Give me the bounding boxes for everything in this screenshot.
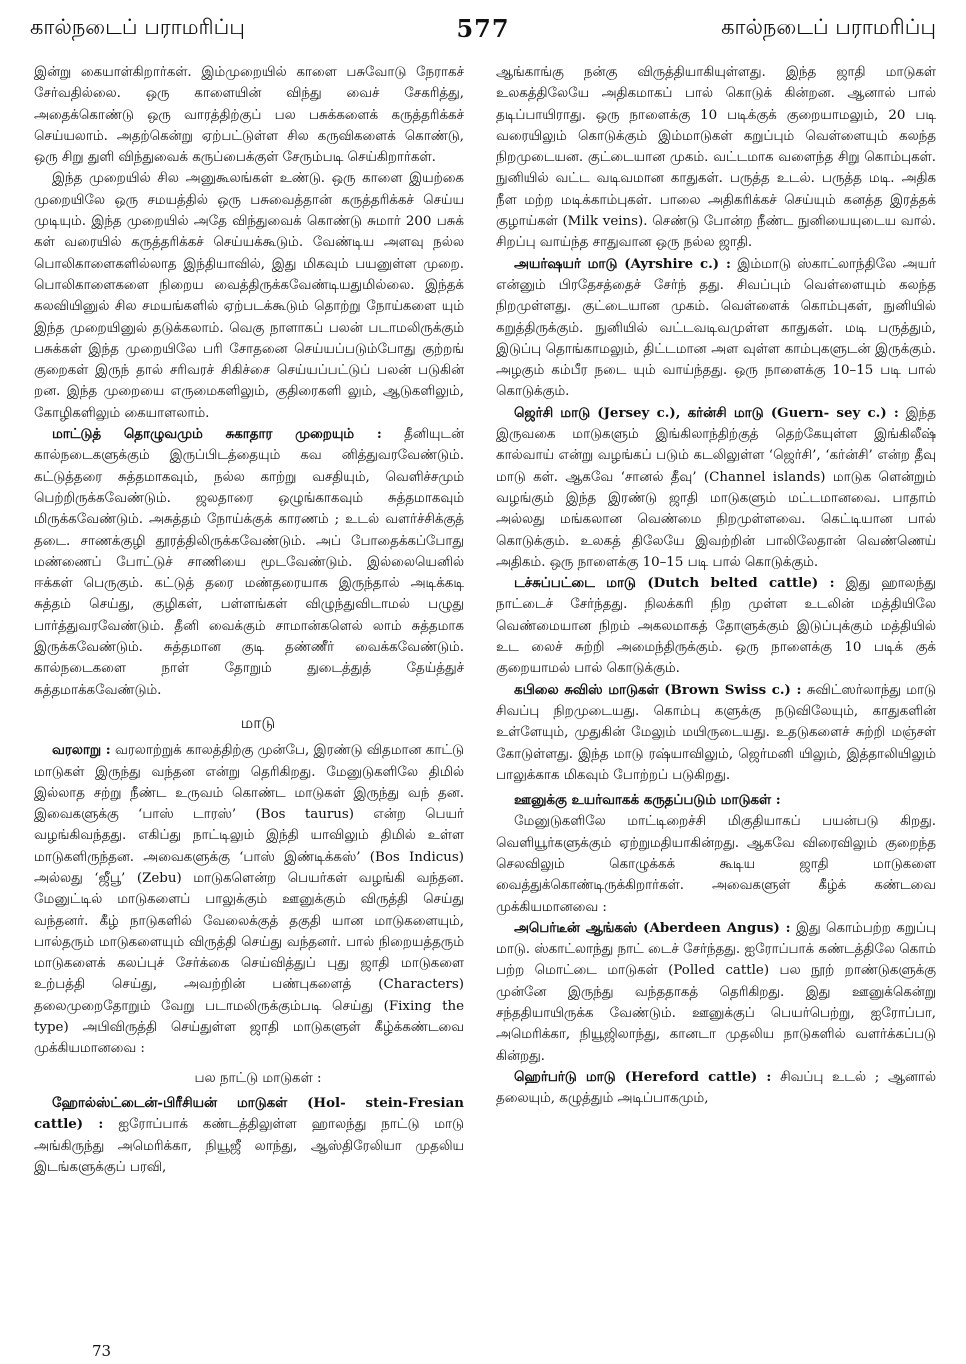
paragraph [34, 740, 464, 1059]
paragraph [496, 918, 936, 1067]
paragraph: மேனுடுகளிலே மாட்டிறைச்சி மிகுதியாகப் பயன்படு கிறது. வெளியூர்களுக்கும் ஏற்றுமதியாகின்றது. ஆகவே விரைவிலும் குறைந்த செலவிலும் கொழுக்கக் கூடிய ஜாதி மாடுகளை வைத்துக்கொண்டிருக்கிறார்கள். அவைகளுள் கீழ்க் கண்டவை முக்கியமானவை : [496, 814, 936, 915]
paragraph-text: வரலாற்றுக் காலத்திற்கு முன்பே, இரண்டு விதமான காட்டு மாடுகள் இருந்து வந்தன என்று தெரிகிறது. மேனுடுகளிலே திமில் இல்லாத சற்று நீண்ட உருவம் கொண்ட மாடுகள் இருந்து வந் தன. இவைகளுக்கு ‘பாஸ் டாரஸ்’ (Bos taurus) என்ற பெயர் வழங்கிவந்தது. எகிப்து நாட்டிலும் இந்தி யாவிலும் திமில் உள்ள மாடுகளிருந்தன. அவைகளுக்கு ‘பாஸ் இண்டிக்கஸ்’ (Bos Indicus) அல்லது ‘ஜீபூ’ (Zebu) மாடுகளென்ற பெயர்கள் வழங்கி வந்தன. மேனுட்டில் மாடுகளைப் பாலுக்கும் ஊனுக்கும் விருத்தி செய்து வந்தனர். கீழ் நாடுகளில் வேலைக்குத் தகுதி யான மாடுகளையும், பால்தரும் மாடுகளையும் விருத்தி செய்து வந்தனர். பால் நிறையத்தரும் மாடுகளைக் கலப்புச் சேர்க்கை செய்வித்துப் புது ஜாதி மாடுகளை உற்பத்தி செய்து, அவற்றின் பண்புகளைத் (Characters) தலைமுறைதோறும் வேறு படாமலிருக்கும்படி செய்து (Fixing the type) அபிவிருத்தி செய்துள்ள ஜாதி மாடுகளுள் கீழ்க்கண்டவை முக்கியமானவை : [34, 743, 464, 1057]
paragraph: ஆங்காங்கு நன்கு விருத்தியாகியுள்ளது. இந்த ஜாதி மாடுகள் உலகத்திலேயே அதிகமாகப் பால் கொடுக் கின்றன. ஆனால் பால் தடிப்பாயிராது. ஒரு நாளைக்கு 10 படிக்குக் குறையாமலும், 20 படி வரையிலும் கொடுக்கும் இம்மாடுகள் கறுப்பும் வெள்ளையும் கலந்த நிறமுடையன. குட்டையான முகம். வட்டமாக வளைந்த சிறு கொம்புகள். நுனியில் வட்ட வடிவமான காதுகள். பருத்த உடல். பருத்த மடி. அதிக நீள மற்ற மடிக்காம்புகள். பாலை அதிகரிக்கச் செய்யும் கனத்த இரத்தக் குழாய்கள் (Milk veins). செண்டு போன்ற நீண்ட நுனியையுடைய வால். சிறப்பு வாய்ந்த சாதுவான ஒரு நல்ல ஜாதி. [496, 65, 936, 251]
paragraph-text: தீனியுடன் கால்நடைகளுக்கும் இருப்பிடத்தையும் கவ னித்துவரவேண்டும். கட்டுத்தரை சுத்தமாகவும், நல்ல காற்று வசதியும், வெளிச்சமும் பெற்றிருக்கவேண்டும். ஜலதாரை ஒழுங்காகவும் சுத்தமாகவும் மிருக்கவேண்டும். அசுத்தம் நோய்க்குக் காரணம் ; உடல் வளர்ச்சிக்குத் தடை. சாணக்குழி தூரத்திலிருக்கவேண்டும். அப் போதைக்கப்போது மண்ணைப் போட்டுச் சாணியை மூடவேண்டும். இல்லையெனில் ஈக்கள் பெருகும். கட்டுத் தரை மண்தரையாக இருந்தால் அடிக்கடி சுத்தம் செய்து, குழிகள், பள்ளங்கள் விழுந்துவிடாமல் பழுது பார்த்துவரவேண்டும். தீனி வைக்கும் சாமான்களெல் லாம் சுத்தமாக இருக்கவேண்டும். சுத்தமான குடி தண்ணீர் வைக்கவேண்டும். கால்நடைகளை நாள் தோறும் துடைத்துத் தேய்த்துச் சுத்தமாக்கவேண்டும். [34, 427, 464, 698]
subheading: பல நாட்டு மாடுகள் : [194, 1070, 322, 1086]
paragraph-text: இது ஹாலந்து நாட்டைச் சேர்ந்தது. நிலக்கரி நிற முள்ள உடலின் மத்தியிலே வெண்மையான நிறம் அகலமாகத் தோளுக்கும் இடுப்புக்கும் மத்தியில் உட லைச் சுற்றி அமைந்திருக்கும். ஒரு நாளைக்கு 10 படிக் குக் குறையாமல் பால் கொடுக்கும். [496, 576, 936, 677]
run-in-heading: கபிலை சுவிஸ் மாடுகள் (Brown Swiss c.) : [514, 681, 802, 698]
running-title-right: கால்நடைப் பராமரிப்பு [721, 14, 936, 39]
run-in-heading: ஜெர்சி மாடு (Jersey c.), கர்ன்சி மாடு (Guern- sey c.) : [514, 404, 899, 421]
page-number: 577 [456, 13, 510, 43]
section-heading: மாடு [240, 713, 276, 732]
paragraph-text: சுவிட்ஸர்லாந்து மாடு சிவப்பு நிறமுடையது. கொம்பு களுக்கு நடுவிலேயும், காதுகளின் உள்ளேயும், முதுகின் மேலும் மயிருடையது. உதடுகளைச் சுற்றி மஞ்சள் கோடுள்ளது. இந்த மாடு ரஷ்யாவிலும், ஜெர்மனி யிலும், இத்தாலியிலும் பாலுக்காக மிகவும் போற்றப் படுகிறது. [496, 682, 936, 783]
paragraph [496, 573, 936, 679]
folio-number: 73 [92, 1342, 112, 1360]
paragraph-text: இந்த இருவகை மாடுகளும் இங்கிலாந்திற்குத் தெற்கேயுள்ள இங்கிலீஷ் கால்வாய் என்று வழங்கப் படும் கடலிலுள்ள ‘ஜெர்சி’, ‘கர்ன்சி’ என்ற தீவு மாடு கள். ஆகவே ‘சானல் தீவு’ (Channel islands) மாடுக ளென்றும் வழங்கும் இந்த இரண்டு ஜாதி மாடுகளும் மட்டமானவை. பாதாம் அல்லது மங்கலான வெண்மை நிறமுள்ளவை. கெட்டியான பால் கொடுக்கும். உலகத் திலேயே இவற்றின் பாலிலேதான் வெண்ணெய் அதிகம். ஒரு நாளைக்கு 10–15 படி பால் கொடுக்கும். [496, 405, 936, 570]
paragraph [496, 254, 936, 403]
paragraph [496, 403, 936, 573]
paragraph [496, 1067, 936, 1110]
paragraph-text: ஐரோப்பாக் கண்டத்திலுள்ள ஹாலந்து நாட்டு மாடு அங்கிருந்து அமெரிக்கா, நியூஜீ லாந்து, ஆஸ்திரேலியா முதலிய இடங்களுக்குப் பரவி, [34, 1117, 464, 1175]
left-column [34, 62, 464, 1334]
run-in-heading: ஹோல்ஸ்ட்டைன்-பிரீசியன் மாடுகள் (Hol- stein-Fresian cattle) : [34, 1094, 464, 1133]
run-in-heading: டச்சுப்பட்டை மாடு (Dutch belted cattle) : [514, 575, 835, 592]
run-in-heading: ஹெர்பர்டு மாடு (Hereford cattle) : [514, 1068, 772, 1085]
right-column [496, 62, 936, 1334]
paragraph [34, 1093, 464, 1178]
run-in-heading: மாட்டுத் தொழுவமும் சுகாதார முறையும் : [52, 426, 382, 443]
paragraph [34, 424, 464, 701]
run-in-heading: அபெர்டீன் ஆங்கஸ் (Aberdeen Angus) : [514, 919, 791, 936]
paragraph-text: சிவப்பு உடல் ; ஆனால் தலையும், கழுத்தும் அடிப்பாகமும், [496, 1069, 936, 1107]
paragraph: இந்த முறையில் சில அனுகூலங்கள் உண்டு. ஒரு காளை இயற்கை முறையிலே ஒரு சமயத்தில் ஒரு பசுவைத்தான் கருத்தரிக்கச் செய்ய முடியும். இந்த முறையில் அதே விந்துவைக் கொண்டு சுமார் 200 பசுக் கள் வரையில் கருத்தரிக்கச் செய்யக்கூடும். வேண்டிய அளவு நல்ல பொலிகாளைகளில்லாத இந்தியாவில், இது மிகவும் பயனுள்ள முறை. பொலிகாளைகளை நிறைய வைத்திருக்கவேண்டியதுமில்லை. இந்தக் கலவியினுல் சில சமயங்களில் ஏற்படக்கூடும் தொற்று நோய்களை யும் இந்த முறையினுல் தடுக்கலாம். வெகு நாளாகப் பலன் படாமலிருக்கும் பசுக்கள் இந்த முறையிலே பரி சோதனை செய்யப்படும்போது குற்றங் குறைகள் இருந் தால் சரிவரச் சிகிச்சை செய்யப்பட்டுப் பலன் படுகின் றன. இந்த முறையை எருமைகளிலும், குதிரைகளி லும், ஆடுகளிலும், கோழிகளிலும் கையாளலாம். [34, 171, 464, 421]
run-in-heading: அயர்ஷயர் மாடு (Ayrshire c.) : [514, 255, 731, 272]
running-head [30, 6, 936, 50]
paragraph-text: இம்மாடு ஸ்காட்லாந்திலே அயர் என்னும் பிரதேசத்தைச் சேர்ந் தது. சிவப்பும் வெள்ளையும் கலந்த நிறமுள்ளது. குட்டையான முகம். வெள்ளைக் கொம்புகள், நுனியில் கறுத்திருக்கும். நுனியில் வட்டவடிவமுள்ள காதுகள். மடி பருத்தும், இடுப்பு தொங்காமலும், திட்டமான அள வுள்ள காம்புகளுடன் இருக்கும். அழகும் கம்பீர நடை யும் வாய்ந்தது. ஒரு நாளைக்கு 10–15 படி பால் கொடுக்கும். [496, 256, 936, 400]
paragraph: இன்று கையாள்கிறார்கள். இம்முறையில் காளை பசுவோடு நேராகச் சேர்வதில்லை. ஒரு காளையின் விந்து வைச் சேகரித்து, அதைக்கொண்டு ஒரு வாரத்திற்குப் பல பசுக்களைக் கருத்தரிக்கச் செய்யலாம். அதற்கென்று ஏற்பட்டுள்ள சில கருவிகளைக் கொண்டு, ஒரு சிறு துளி விந்துவைக் கருப்பைக்குள் சேரும்படி செய்கிறார்கள். [34, 65, 464, 166]
paragraph [496, 680, 936, 786]
paragraph-text: இது கொம்பற்ற கறுப்பு மாடு. ஸ்காட்லாந்து நாட் டைச் சேர்ந்தது. ஐரோப்பாக் கண்டத்திலே கொம் பற்ற மொட்டை மாடுகள் (Polled cattle) பல நூற் றாண்டுகளுக்கு முன்னே இருந்து வந்ததாகத் தெரிகிறது. இது ஊனுக்கென்று சந்ததியாயிருக்க வேண்டும். ஊனுக்குப் பெயர்பெற்று, ஐரோப்பா, அமெரிக்கா, நியூஜிலாந்து, கானடா முதலிய நாடுகளில் வளர்க்கப்படு கின்றது. [496, 920, 936, 1064]
run-in-heading: வரலாறு : [52, 742, 111, 759]
subsection-heading: ஊனுக்கு உயர்வாகக் கருதப்படும் மாடுகள் : [514, 792, 781, 809]
running-title-left: கால்நடைப் பராமரிப்பு [30, 14, 245, 39]
